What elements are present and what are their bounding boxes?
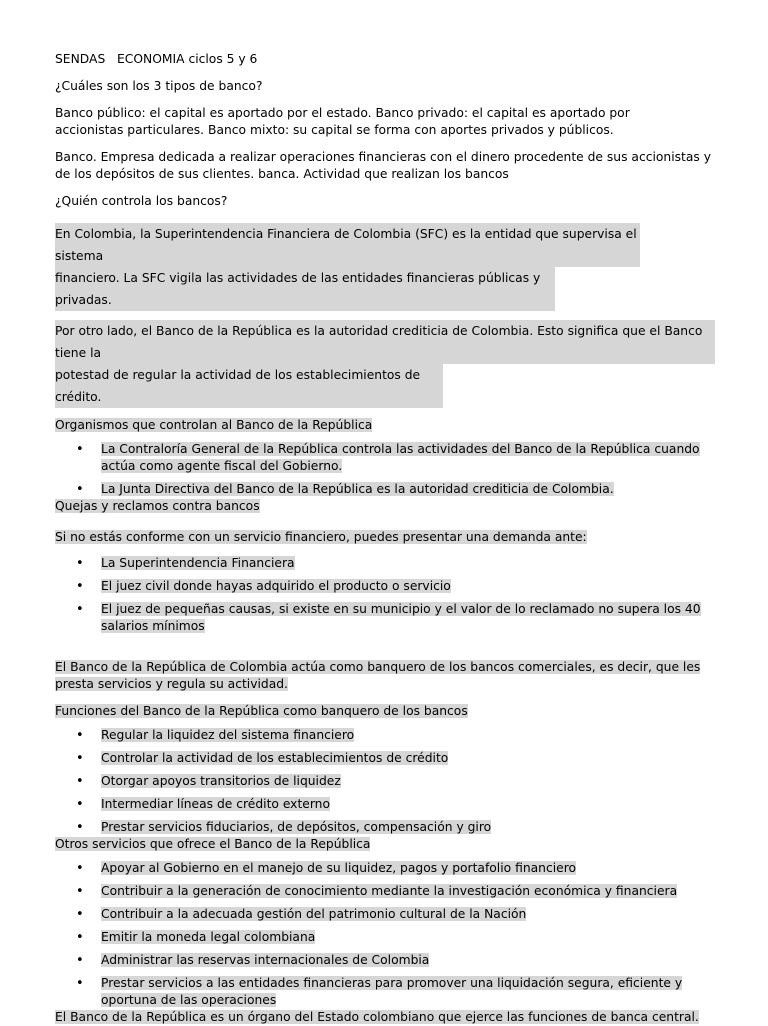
list-otros-servicios [55, 860, 715, 1009]
paragraph-banco-republica [55, 320, 715, 408]
paragraph-demanda [55, 529, 715, 546]
paragraph-banquero-text: El Banco de la República de Colombia actúa como banquero de los bancos comerciales, es decir, que les presta servicios y regula su actividad. [55, 660, 701, 691]
heading-organismos [55, 417, 715, 434]
list-item [55, 773, 715, 790]
list-item [55, 975, 715, 1009]
list-item [55, 860, 715, 877]
list-item-text: El juez de pequeñas causas, si existe en su municipio y el valor de lo reclamado no supera los 40 salarios mínimos [101, 602, 701, 633]
heading-otros-servicios-text: Otros servicios que ofrece el Banco de la República [55, 837, 371, 851]
list-item-text: Administrar las reservas internacionales de Colombia [101, 953, 430, 967]
list-item-text: La Superintendencia Financiera [101, 556, 295, 570]
list-item [55, 750, 715, 767]
list-item [55, 819, 715, 836]
list-item [55, 796, 715, 813]
list-item [55, 883, 715, 900]
paragraph-sfc-line-1: En Colombia, la Superintendencia Financiera de Colombia (SFC) es la entidad que supervisa el sistema [55, 223, 640, 267]
list-item-text: Controlar la actividad de los establecimientos de crédito [101, 751, 449, 765]
paragraph-definicion-banco: Banco. Empresa dedicada a realizar operaciones financieras con el dinero procedente de sus accionistas y de los depósitos de sus clientes. banca. Actividad que realizan los bancos [55, 150, 711, 181]
paragraph-sfc-line-2: financiero. La SFC vigila las actividades de las entidades financieras públicas y privadas. [55, 267, 555, 311]
heading-quejas-text: Quejas y reclamos contra bancos [55, 499, 260, 513]
list-item [55, 727, 715, 744]
heading-otros-servicios [55, 836, 715, 853]
list-item-text: Contribuir a la adecuada gestión del patrimonio cultural de la Nación [101, 907, 527, 921]
paragraph-banco-republica-line-2: potestad de regular la actividad de los establecimientos de crédito. [55, 364, 443, 408]
document-body [55, 51, 715, 1026]
list-item [55, 481, 715, 498]
question-control-bancos: ¿Quién controla los bancos? [55, 194, 228, 208]
list-item [55, 555, 715, 572]
paragraph-banco-republica-line-1: Por otro lado, el Banco de la República es la autoridad crediticia de Colombia. Esto significa que el Banco tiene la [55, 320, 715, 364]
list-item-text: Contribuir a la generación de conocimiento mediante la investigación económica y financiera [101, 884, 678, 898]
heading-quejas [55, 498, 715, 515]
list-item-text: Apoyar al Gobierno en el manejo de su liquidez, pagos y portafolio financiero [101, 861, 576, 875]
question-tipos-banco: ¿Cuáles son los 3 tipos de banco? [55, 79, 263, 93]
document-title: SENDAS ECONOMIA ciclos 5 y 6 [55, 52, 258, 66]
list-item-text: Intermediar líneas de crédito externo [101, 797, 330, 811]
paragraph-banca-central-text: El Banco de la República es un órgano del Estado colombiano que ejerce las funciones de banca central. [55, 1010, 699, 1024]
paragraph-banca-central [55, 1009, 715, 1026]
list-funciones [55, 727, 715, 836]
list-item-text: El juez civil donde hayas adquirido el producto o servicio [101, 579, 451, 593]
list-item [55, 441, 715, 475]
list-item [55, 952, 715, 969]
heading-funciones-text: Funciones del Banco de la República como banquero de los bancos [55, 704, 468, 718]
paragraph-banquero [55, 659, 715, 693]
list-item [55, 906, 715, 923]
list-item-text: Regular la liquidez del sistema financiero [101, 728, 355, 742]
list-organismos [55, 441, 715, 498]
list-item-text: La Junta Directiva del Banco de la República es la autoridad crediticia de Colombia. [101, 482, 614, 496]
heading-funciones [55, 703, 715, 720]
paragraph-sfc [55, 223, 715, 311]
list-item-text: Prestar servicios fiduciarios, de depósitos, compensación y giro [101, 820, 492, 834]
list-item [55, 601, 715, 635]
heading-organismos-text: Organismos que controlan al Banco de la República [55, 418, 373, 432]
list-item [55, 929, 715, 946]
list-demanda [55, 555, 715, 635]
list-item-text: Emitir la moneda legal colombiana [101, 930, 316, 944]
list-item [55, 578, 715, 595]
paragraph-demanda-text: Si no estás conforme con un servicio financiero, puedes presentar una demanda ante: [55, 530, 587, 544]
list-item-text: La Contraloría General de la República controla las actividades del Banco de la República cuando actúa como agente fiscal del Gobierno. [101, 442, 700, 473]
paragraph-tipos-banco: Banco público: el capital es aportado por el estado. Banco privado: el capital es aportado por accionistas particulares. Banco mixto: su capital se forma con aportes privados y públicos. [55, 106, 630, 137]
list-item-text: Otorgar apoyos transitorios de liquidez [101, 774, 341, 788]
list-item-text: Prestar servicios a las entidades financieras para promover una liquidación segura, eficiente y oportuna de las operaciones [101, 976, 683, 1007]
